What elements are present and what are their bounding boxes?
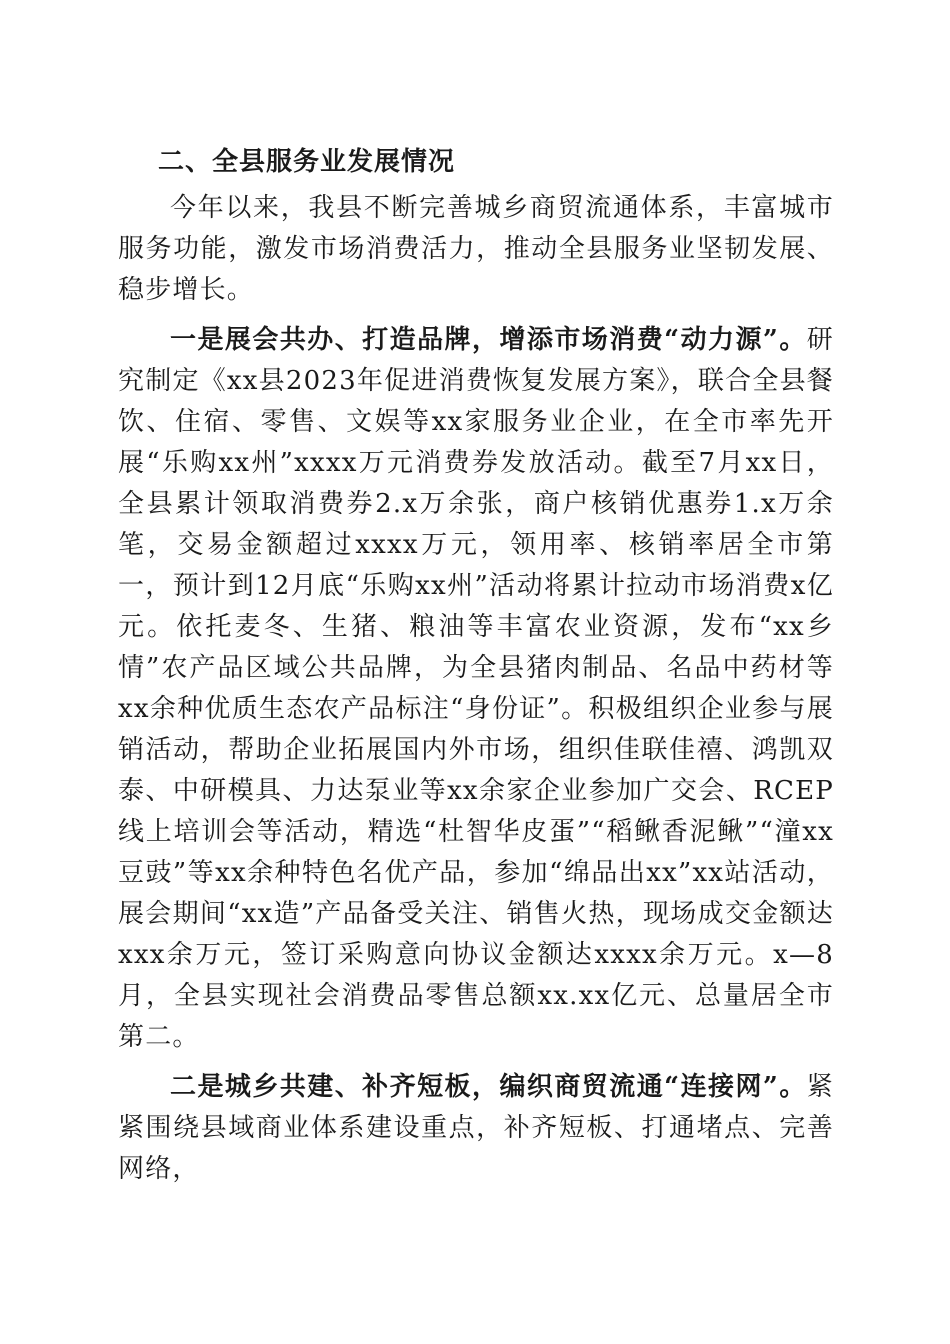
intro-paragraph: 今年以来，我县不断完善城乡商贸流通体系，丰富城市服务功能，激发市场消费活力，推动全县服务业坚韧发展、稳步增长。 [118, 193, 834, 305]
section-heading: 二、全县服务业发展情况 [158, 147, 456, 177]
paragraph-2-lead: 二是城乡共建、补齐短板，编织商贸流通“连接网”。 [170, 1072, 807, 1102]
paragraph-1-lead: 一是展会共办、打造品牌，增添市场消费“动力源”。 [170, 325, 807, 355]
paragraph-1 [118, 320, 834, 1058]
document-body [118, 142, 834, 1199]
paragraph-1-body: 研究制定《xx县2023年促进消费恢复发展方案》，联合全县餐饮、住宿、零售、文娱等xx家服务业企业，在全市率先开展“乐购xx州”xxxx万元消费券发放活动。截至7月xx日，全县累计领取消费券2.x万余张，商户核销优惠券1.x万余笔，交易金额超过xxxx万元，领用率、核销率居全市第一，预计到12月底“乐购xx州”活动将累计拉动市场消费x亿元。依托麦冬、生猪、粮油等丰富农业资源，发布“xx乡情”农产品区域公共品牌，为全县猪肉制品、名品中药材等xx余种优质生态农产品标注“身份证”。积极组织企业参与展销活动，帮助企业拓展国内外市场，组织佳联佳禧、鸿凯双泰、中研模具、力达泵业等xx余家企业参加广交会、RCEP线上培训会等活动，精选“杜智华皮蛋”“稻鳅香泥鳅”“潼xx豆豉”等xx余种特色名优产品，参加“绵品出xx”xx站活动，展会期间“xx造”产品备受关注、销售火热，现场成交金额达xxx余万元，签订采购意向协议金额达xxxx余万元。x—8月，全县实现社会消费品零售总额xx.xx亿元、总量居全市第二。 [118, 325, 834, 1052]
paragraph-2 [118, 1067, 834, 1190]
paragraph-2-body: 紧紧围绕县域商业体系建设重点，补齐短板、打通堵点、完善网络， [118, 1072, 834, 1184]
